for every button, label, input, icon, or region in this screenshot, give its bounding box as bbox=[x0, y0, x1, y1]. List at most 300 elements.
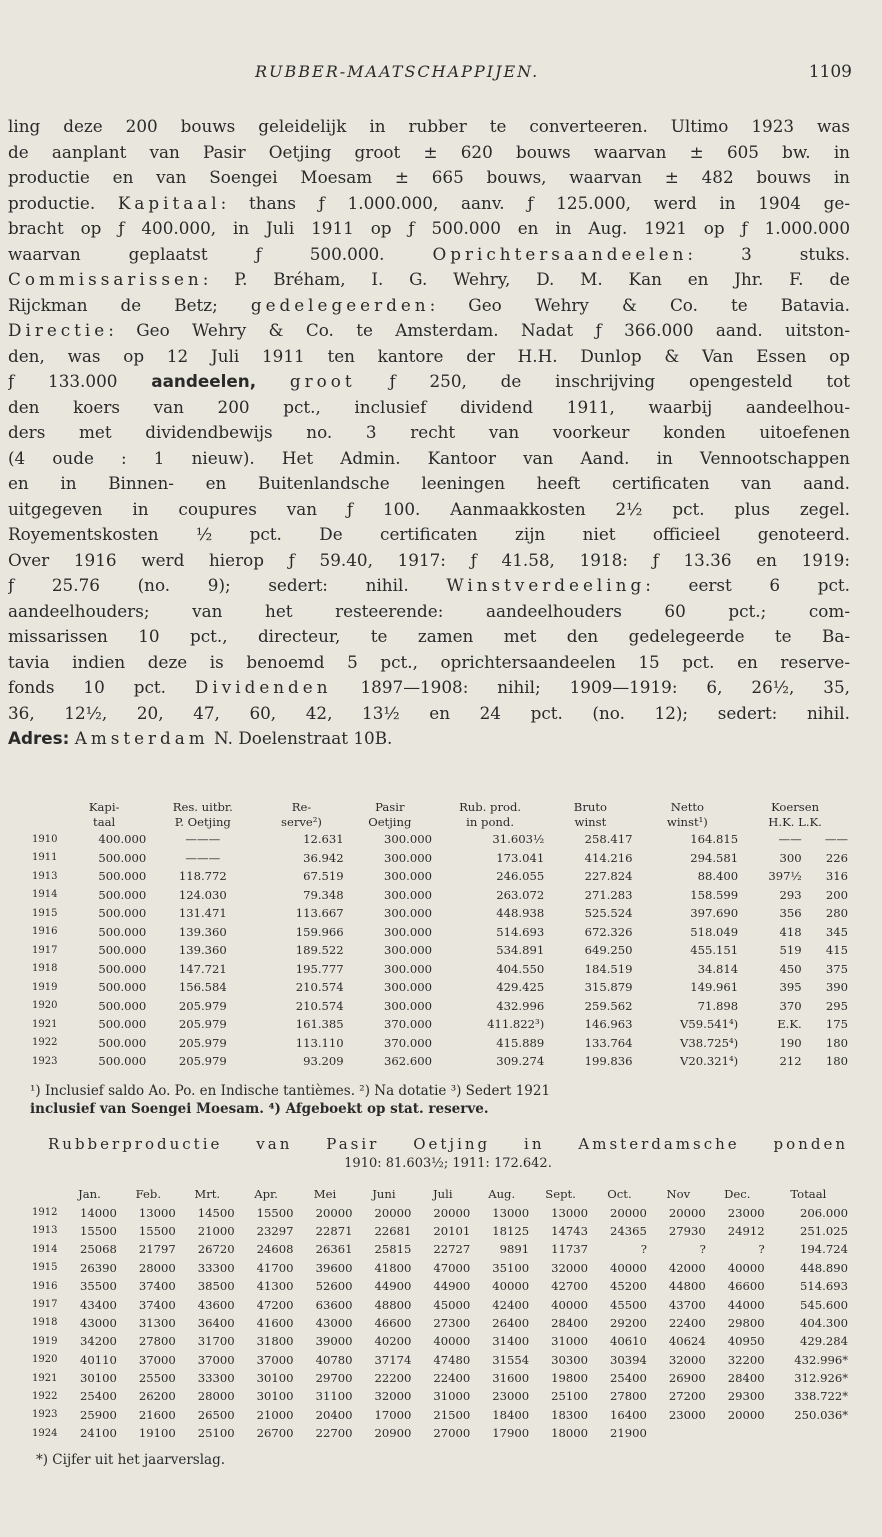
month-header: Juni bbox=[372, 1187, 396, 1202]
table-cell: 448.938 bbox=[496, 906, 545, 921]
table-cell: 27300 bbox=[433, 1315, 471, 1330]
table-cell: 44900 bbox=[433, 1279, 471, 1294]
rubber-production-header bbox=[30, 1185, 850, 1203]
table-cell: 210.574 bbox=[295, 980, 344, 995]
table-cell: 500.000 bbox=[98, 1017, 147, 1032]
body-text bbox=[8, 114, 850, 752]
table-cell: 52600 bbox=[315, 1279, 353, 1294]
table-cell: —— bbox=[778, 832, 802, 847]
text-segment: Adres: bbox=[8, 728, 70, 748]
table-cell: 258.417 bbox=[584, 832, 633, 847]
table-row bbox=[30, 886, 850, 905]
table-cell bbox=[708, 1424, 767, 1442]
text-line bbox=[8, 395, 850, 421]
text-segment: Over 1916 werd hierop ƒ 59.40, 1917: ƒ 41.58, 1918: ƒ 13.36 en 1919: bbox=[8, 549, 850, 570]
table-cell: 19800 bbox=[551, 1371, 589, 1386]
text-line bbox=[8, 548, 850, 574]
table-cell bbox=[649, 1424, 708, 1442]
text-segment: Amsterdam bbox=[74, 728, 209, 748]
table-cell: 309.274 bbox=[496, 1054, 545, 1069]
table-cell: 190 bbox=[779, 1035, 802, 1050]
table-cell: 71.898 bbox=[697, 998, 739, 1013]
text-segment: gedelegeerden bbox=[250, 294, 430, 315]
table-cell: 31554 bbox=[492, 1352, 530, 1367]
table-cell: 12.631 bbox=[303, 832, 344, 847]
table-row bbox=[30, 1222, 850, 1240]
table-cell: 133.764 bbox=[584, 1035, 633, 1050]
table-row bbox=[30, 1314, 850, 1332]
table-cell: 149.961 bbox=[690, 980, 739, 995]
table-cell: 43600 bbox=[197, 1297, 235, 1312]
table-cell: 21000 bbox=[197, 1223, 235, 1238]
table-cell: 315.879 bbox=[584, 980, 633, 995]
table-cell: 17900 bbox=[492, 1426, 530, 1441]
table-cell: 20000 bbox=[374, 1205, 412, 1220]
table-cell: 18000 bbox=[551, 1426, 589, 1441]
text-segment: N. Doelenstraat 10B. bbox=[208, 728, 393, 748]
table-cell: 25100 bbox=[197, 1426, 235, 1441]
table-cell: 345 bbox=[825, 924, 848, 939]
table-cell: 18400 bbox=[492, 1407, 530, 1422]
table-cell: 23297 bbox=[256, 1223, 294, 1238]
text-segment: productie. bbox=[8, 192, 118, 213]
table-cell: 194.724 bbox=[800, 1242, 848, 1257]
table-cell: 43000 bbox=[80, 1315, 117, 1330]
table-cell: V38.725⁴) bbox=[680, 1035, 739, 1050]
table-cell: 22681 bbox=[374, 1223, 412, 1238]
table-cell: 47200 bbox=[256, 1297, 294, 1312]
table-cell: 1923 bbox=[32, 1055, 58, 1067]
table-cell: 40950 bbox=[727, 1334, 765, 1349]
table-cell: 43700 bbox=[668, 1297, 706, 1312]
table-cell: 362.600 bbox=[384, 1054, 432, 1069]
text-line bbox=[8, 267, 850, 293]
table-row bbox=[30, 1052, 850, 1071]
table-cell: 113.667 bbox=[295, 906, 344, 921]
table-cell: 672.326 bbox=[584, 924, 633, 939]
table-cell: ——— bbox=[185, 832, 221, 847]
table-cell: 250.036* bbox=[794, 1407, 848, 1422]
table-cell: 48800 bbox=[374, 1297, 412, 1312]
table-cell: 404.300 bbox=[800, 1315, 848, 1330]
table-cell: 294.581 bbox=[690, 850, 739, 865]
table-cell: 40000 bbox=[610, 1260, 647, 1275]
table-cell: 26500 bbox=[197, 1407, 235, 1422]
table-cell: 212 bbox=[779, 1054, 802, 1069]
table-cell: 23000 bbox=[668, 1407, 706, 1422]
text-segment: aandeelen, bbox=[151, 371, 257, 391]
table-cell: 159.966 bbox=[295, 924, 344, 939]
table-cell: 21797 bbox=[138, 1242, 176, 1257]
table-cell: 67.519 bbox=[303, 869, 344, 884]
table-cell: 27000 bbox=[433, 1426, 471, 1441]
table-row bbox=[30, 830, 850, 849]
table-cell: 40000 bbox=[433, 1334, 471, 1349]
table-cell: 27200 bbox=[668, 1389, 706, 1404]
text-segment: : thans ƒ 1.000.000, aanv. ƒ 125.000, werd in 1904 ge- bbox=[220, 192, 850, 213]
table-cell: 200 bbox=[825, 887, 848, 902]
text-line bbox=[8, 191, 850, 217]
table-cell: 1913 bbox=[32, 1225, 58, 1237]
column-header: Re- serve²) bbox=[281, 800, 322, 829]
text-segment: : P. Bréham, I. G. Wehry, D. M. Kan en Jhr. F. de bbox=[202, 269, 850, 289]
table-cell: 316 bbox=[825, 869, 848, 884]
table-cell: 432.996 bbox=[496, 998, 545, 1013]
table-cell: 500.000 bbox=[98, 924, 147, 939]
table-cell: 370.000 bbox=[384, 1017, 432, 1032]
table-cell: 41700 bbox=[256, 1260, 294, 1275]
table-cell: ? bbox=[758, 1242, 765, 1257]
table-row bbox=[30, 997, 850, 1016]
table-cell: 34200 bbox=[80, 1334, 117, 1349]
text-segment: Kapitaal bbox=[117, 192, 221, 213]
table-cell: 195.777 bbox=[295, 961, 344, 976]
table-cell: 519 bbox=[779, 943, 802, 958]
table-cell: 26400 bbox=[492, 1315, 530, 1330]
table-cell: —— bbox=[824, 832, 848, 847]
text-line bbox=[8, 573, 850, 599]
table-cell: 47000 bbox=[433, 1260, 471, 1275]
table-cell: 184.519 bbox=[584, 961, 633, 976]
table-cell: 23000 bbox=[727, 1205, 765, 1220]
table-row bbox=[30, 1369, 850, 1387]
table-cell: 28400 bbox=[551, 1315, 589, 1330]
table-cell: 25815 bbox=[374, 1242, 412, 1257]
table-cell: 500.000 bbox=[98, 1054, 147, 1069]
text-line bbox=[8, 344, 850, 370]
table-cell: 338.722* bbox=[794, 1389, 848, 1404]
table-row bbox=[30, 1406, 850, 1424]
table-cell: 1924 bbox=[32, 1427, 58, 1439]
table-cell: 1918 bbox=[32, 963, 58, 975]
table-cell: 42700 bbox=[551, 1279, 589, 1294]
table-cell: 1923 bbox=[32, 1409, 58, 1421]
table-cell: 418 bbox=[779, 924, 802, 939]
table-row bbox=[30, 1034, 850, 1053]
table-cell: 205.979 bbox=[178, 1017, 227, 1032]
table-cell: 300.000 bbox=[384, 887, 432, 902]
table-cell: 32200 bbox=[727, 1352, 765, 1367]
text-segment: den koers van 200 pct., inclusief dividend 1911, waarbij aandeelhou- bbox=[8, 396, 850, 417]
table-row bbox=[30, 941, 850, 960]
table-cell: 205.979 bbox=[178, 1054, 227, 1069]
text-segment: : Geo Wehry & Co. te Amsterdam. Nadat ƒ 366.000 aand. uitston- bbox=[108, 320, 850, 340]
text-line bbox=[8, 522, 850, 548]
table-cell: 415 bbox=[825, 943, 848, 958]
table-cell: 46600 bbox=[727, 1279, 765, 1294]
table-cell: 14000 bbox=[80, 1205, 117, 1220]
table-row bbox=[30, 1240, 850, 1258]
table-cell: 14500 bbox=[197, 1205, 235, 1220]
table-cell: 525.524 bbox=[584, 906, 633, 921]
table-cell: 13000 bbox=[492, 1205, 530, 1220]
table-row bbox=[30, 1277, 850, 1295]
table-cell: 20000 bbox=[433, 1205, 471, 1220]
text-line bbox=[8, 471, 850, 497]
table-cell: 1919 bbox=[32, 981, 58, 993]
table-cell: 63600 bbox=[315, 1297, 353, 1312]
table-cell: 25400 bbox=[610, 1371, 647, 1386]
table-cell: 20000 bbox=[315, 1205, 353, 1220]
table-cell: 375 bbox=[825, 961, 848, 976]
table-cell: 26900 bbox=[668, 1371, 706, 1386]
table-cell bbox=[767, 1424, 850, 1442]
month-header: Totaal bbox=[790, 1187, 827, 1202]
table-cell: 312.926* bbox=[794, 1371, 848, 1386]
table-cell: 30394 bbox=[610, 1352, 647, 1367]
table-cell: 514.693 bbox=[496, 924, 545, 939]
table-cell: 32000 bbox=[374, 1389, 412, 1404]
table-cell: 124.030 bbox=[178, 887, 227, 902]
month-header: Mrt. bbox=[194, 1187, 221, 1202]
table-cell: 24100 bbox=[80, 1426, 117, 1441]
table-cell: 397½ bbox=[768, 869, 802, 884]
text-segment: 1897—1908: nihil; 1909—1919: 6, 26½, 35, bbox=[331, 677, 850, 697]
table-cell: 25068 bbox=[80, 1242, 117, 1257]
table-cell: 246.055 bbox=[496, 869, 545, 884]
text-line bbox=[8, 165, 850, 191]
month-header: Sept. bbox=[545, 1187, 576, 1202]
table-cell: E.K. bbox=[777, 1017, 802, 1032]
table-cell: 21600 bbox=[138, 1407, 176, 1422]
table-cell: 27800 bbox=[138, 1334, 176, 1349]
table-cell: 14743 bbox=[551, 1223, 589, 1238]
text-segment: (4 oude : 1 nieuw). Het Admin. Kantoor van Aand. in Vennootschappen bbox=[8, 447, 850, 468]
table-cell: 31300 bbox=[138, 1315, 176, 1330]
table-cell: 158.599 bbox=[690, 887, 739, 902]
table-cell: 300.000 bbox=[384, 998, 432, 1013]
table-notes bbox=[30, 1082, 850, 1118]
table-cell: 1919 bbox=[32, 1335, 58, 1347]
text-line bbox=[8, 650, 850, 676]
table-cell: 93.209 bbox=[303, 1054, 344, 1069]
table-cell: 18125 bbox=[492, 1223, 530, 1238]
table-cell: 131.471 bbox=[178, 906, 227, 921]
table-cell: 28000 bbox=[197, 1389, 235, 1404]
text-line bbox=[8, 624, 850, 650]
financial-table-header bbox=[30, 800, 850, 830]
table-cell: 25500 bbox=[138, 1371, 176, 1386]
table-cell: 1916 bbox=[32, 926, 58, 938]
table-cell: 29200 bbox=[610, 1315, 647, 1330]
text-segment: Commissarissen bbox=[8, 269, 203, 289]
table-cell: 206.000 bbox=[800, 1205, 848, 1220]
month-header: Juli bbox=[433, 1187, 453, 1202]
table-cell: 300.000 bbox=[384, 832, 432, 847]
text-segment: den, was op 12 Juli 1911 ten kantore der H.H. Dunlop & Van Essen op bbox=[8, 345, 850, 366]
table-cell: 44900 bbox=[374, 1279, 412, 1294]
table-cell: 11737 bbox=[551, 1242, 589, 1257]
table-cell: 22400 bbox=[433, 1371, 471, 1386]
table-cell: 500.000 bbox=[98, 980, 147, 995]
table-cell: 1921 bbox=[32, 1372, 58, 1384]
text-segment: aandeelhouders; van het resteerende: aandeelhouders 60 pct.; com- bbox=[8, 600, 850, 621]
table-cell: 37174 bbox=[374, 1352, 412, 1367]
table-cell: 259.562 bbox=[584, 998, 633, 1013]
table-cell: 450 bbox=[779, 961, 802, 976]
table-cell: 22200 bbox=[374, 1371, 412, 1386]
year-column-header bbox=[30, 1185, 60, 1203]
month-header: Aug. bbox=[488, 1187, 516, 1202]
table-cell: 1918 bbox=[32, 1317, 58, 1329]
table-cell: 20900 bbox=[374, 1426, 412, 1441]
table-cell: 1922 bbox=[32, 1037, 58, 1049]
table-cell: 1914 bbox=[32, 889, 58, 901]
rubber-production-subtitle: 1910: 81.603½; 1911: 172.642. bbox=[344, 1156, 552, 1171]
table-cell: 271.283 bbox=[584, 887, 633, 902]
table-cell: 35100 bbox=[492, 1260, 530, 1275]
column-header: Koersen H.K. L.K. bbox=[768, 800, 822, 829]
table-row bbox=[30, 904, 850, 923]
table-cell: 47480 bbox=[433, 1352, 471, 1367]
table-cell: 390 bbox=[825, 980, 848, 995]
table-cell: 31000 bbox=[433, 1389, 471, 1404]
table-cell: 40000 bbox=[492, 1279, 530, 1294]
text-segment: waarvan geplaatst ƒ 500.000. bbox=[8, 243, 433, 264]
table-cell: 37400 bbox=[138, 1297, 176, 1312]
table-cell: 164.815 bbox=[690, 832, 739, 847]
month-header: Oct. bbox=[607, 1187, 632, 1202]
table-cell: 300 bbox=[779, 850, 802, 865]
table-cell: 251.025 bbox=[800, 1223, 848, 1238]
table-cell: 30100 bbox=[256, 1389, 294, 1404]
table-cell: 400.000 bbox=[98, 832, 147, 847]
table-cell: 295 bbox=[825, 998, 848, 1013]
table-cell: 1915 bbox=[32, 907, 58, 919]
table-cell: 356 bbox=[779, 906, 802, 921]
table-cell: 23000 bbox=[492, 1389, 530, 1404]
table-cell: 31800 bbox=[256, 1334, 294, 1349]
table-cell: 24365 bbox=[610, 1223, 647, 1238]
table-cell: 40624 bbox=[668, 1334, 706, 1349]
text-segment: productie en van Soengei Moesam ± 665 bouws, waarvan ± 482 bouws in bbox=[8, 167, 850, 187]
table-cell: 37000 bbox=[197, 1352, 235, 1367]
table-cell: 40200 bbox=[374, 1334, 412, 1349]
table-row bbox=[30, 1015, 850, 1034]
table-cell: 19100 bbox=[138, 1426, 176, 1441]
table-cell: 280 bbox=[825, 906, 848, 921]
table-cell: 46600 bbox=[374, 1315, 412, 1330]
column-header: Netto winst¹) bbox=[666, 800, 708, 829]
table-cell: 300.000 bbox=[384, 850, 432, 865]
table-cell: 180 bbox=[825, 1035, 848, 1050]
text-segment: bracht op ƒ 400.000, in Juli 1911 op ƒ 500.000 en in Aug. 1921 op ƒ 1.000.000 bbox=[8, 218, 850, 238]
table-cell: 28000 bbox=[138, 1260, 176, 1275]
text-line bbox=[8, 446, 850, 472]
column-header: Kapi- taal bbox=[88, 800, 120, 829]
table-cell: 514.693 bbox=[800, 1279, 848, 1294]
table-cell: 300.000 bbox=[384, 980, 432, 995]
table-cell: 210.574 bbox=[295, 998, 344, 1013]
footnote: *) Cijfer uit het jaarverslag. bbox=[36, 1452, 226, 1468]
table-cell: 300.000 bbox=[384, 869, 432, 884]
table-cell: 41600 bbox=[256, 1315, 294, 1330]
table-cell: 31700 bbox=[197, 1334, 235, 1349]
month-header: Apr. bbox=[254, 1187, 278, 1202]
table-cell: 33300 bbox=[197, 1371, 235, 1386]
table-cell: 534.891 bbox=[496, 943, 545, 958]
table-cell: 448.890 bbox=[800, 1260, 848, 1275]
table-cell: 15500 bbox=[256, 1205, 294, 1220]
table-cell: 649.250 bbox=[584, 943, 633, 958]
rubber-production-title-line: Rubberproductie van Pasir Oetjing in Amsterdamsche ponden bbox=[48, 1135, 848, 1153]
text-segment: ƒ 133.000 bbox=[8, 371, 152, 391]
table-cell: 146.963 bbox=[584, 1017, 633, 1032]
table-cell: 173.041 bbox=[496, 850, 545, 865]
table-cell: 25100 bbox=[551, 1389, 589, 1404]
table-cell: 26390 bbox=[80, 1260, 117, 1275]
table-cell: 29700 bbox=[315, 1371, 353, 1386]
table-row bbox=[30, 849, 850, 868]
note-line: inclusief van Soengei Moesam. ⁴) Afgeboekt op stat. reserve. bbox=[30, 1101, 489, 1117]
table-cell: 500.000 bbox=[98, 869, 147, 884]
table-cell: 26700 bbox=[256, 1426, 294, 1441]
table-cell: 25400 bbox=[80, 1389, 117, 1404]
month-header: Mei bbox=[313, 1187, 337, 1202]
text-segment: Winstverdeeling bbox=[446, 575, 646, 595]
table-cell: 20000 bbox=[727, 1407, 765, 1422]
table-cell: 1922 bbox=[32, 1390, 58, 1402]
text-segment: de aanplant van Pasir Oetjing groot ± 620 bouws waarvan ± 605 bw. in bbox=[8, 141, 850, 162]
table-cell: 113.110 bbox=[295, 1035, 344, 1050]
text-segment: Oprichtersaandeelen bbox=[432, 243, 688, 264]
text-segment: Royementskosten ½ pct. De certificaten zijn niet officieel genoteerd. bbox=[8, 524, 850, 544]
table-cell: 1915 bbox=[32, 1262, 58, 1274]
table-cell: 37400 bbox=[138, 1279, 176, 1294]
column-header: Bruto winst bbox=[573, 800, 607, 829]
table-cell: 32000 bbox=[551, 1260, 589, 1275]
table-cell: 429.425 bbox=[496, 980, 545, 995]
table-row bbox=[30, 1424, 850, 1442]
table-cell: 147.721 bbox=[178, 961, 227, 976]
table-cell: 25900 bbox=[80, 1407, 117, 1422]
table-cell: 13000 bbox=[551, 1205, 589, 1220]
note-line: ¹) Inclusief saldo Ao. Po. en Indische tantièmes. ²) Na dotatie ³) Sedert 1921 bbox=[30, 1083, 551, 1099]
table-cell: 34.814 bbox=[697, 961, 739, 976]
table-row bbox=[30, 1259, 850, 1277]
text-line bbox=[8, 242, 850, 268]
table-cell: 20000 bbox=[610, 1205, 647, 1220]
table-cell: 30100 bbox=[80, 1371, 117, 1386]
table-cell: 45200 bbox=[610, 1279, 647, 1294]
text-segment bbox=[256, 371, 290, 391]
table-row bbox=[30, 1332, 850, 1350]
text-segment: ders met dividendbewijs no. 3 recht van voorkeur konden uitoefenen bbox=[8, 422, 850, 442]
table-cell: 26720 bbox=[197, 1242, 235, 1257]
table-cell: 31400 bbox=[492, 1334, 530, 1349]
table-cell: 20000 bbox=[668, 1205, 706, 1220]
column-header: Pasir Oetjing bbox=[368, 800, 412, 829]
table-cell: 139.360 bbox=[178, 943, 227, 958]
text-line bbox=[8, 114, 850, 140]
table-cell: 32000 bbox=[668, 1352, 706, 1367]
table-cell: 16400 bbox=[610, 1407, 647, 1422]
table-cell: 24608 bbox=[256, 1242, 294, 1257]
table-cell: 31.603½ bbox=[492, 832, 545, 847]
table-cell: 1921 bbox=[32, 1018, 58, 1030]
text-segment: : eerst 6 pct. bbox=[645, 575, 850, 595]
table-cell: 26200 bbox=[138, 1389, 176, 1404]
table-cell: 180 bbox=[825, 1054, 848, 1069]
table-cell: 500.000 bbox=[98, 943, 147, 958]
page-number: 1109 bbox=[808, 62, 852, 82]
text-segment: Dividenden bbox=[194, 677, 332, 697]
table-cell: 415.889 bbox=[496, 1035, 545, 1050]
table-cell: 43400 bbox=[80, 1297, 117, 1312]
table-cell: 28400 bbox=[727, 1371, 765, 1386]
table-cell: 300.000 bbox=[384, 906, 432, 921]
table-cell: 24912 bbox=[727, 1223, 765, 1238]
